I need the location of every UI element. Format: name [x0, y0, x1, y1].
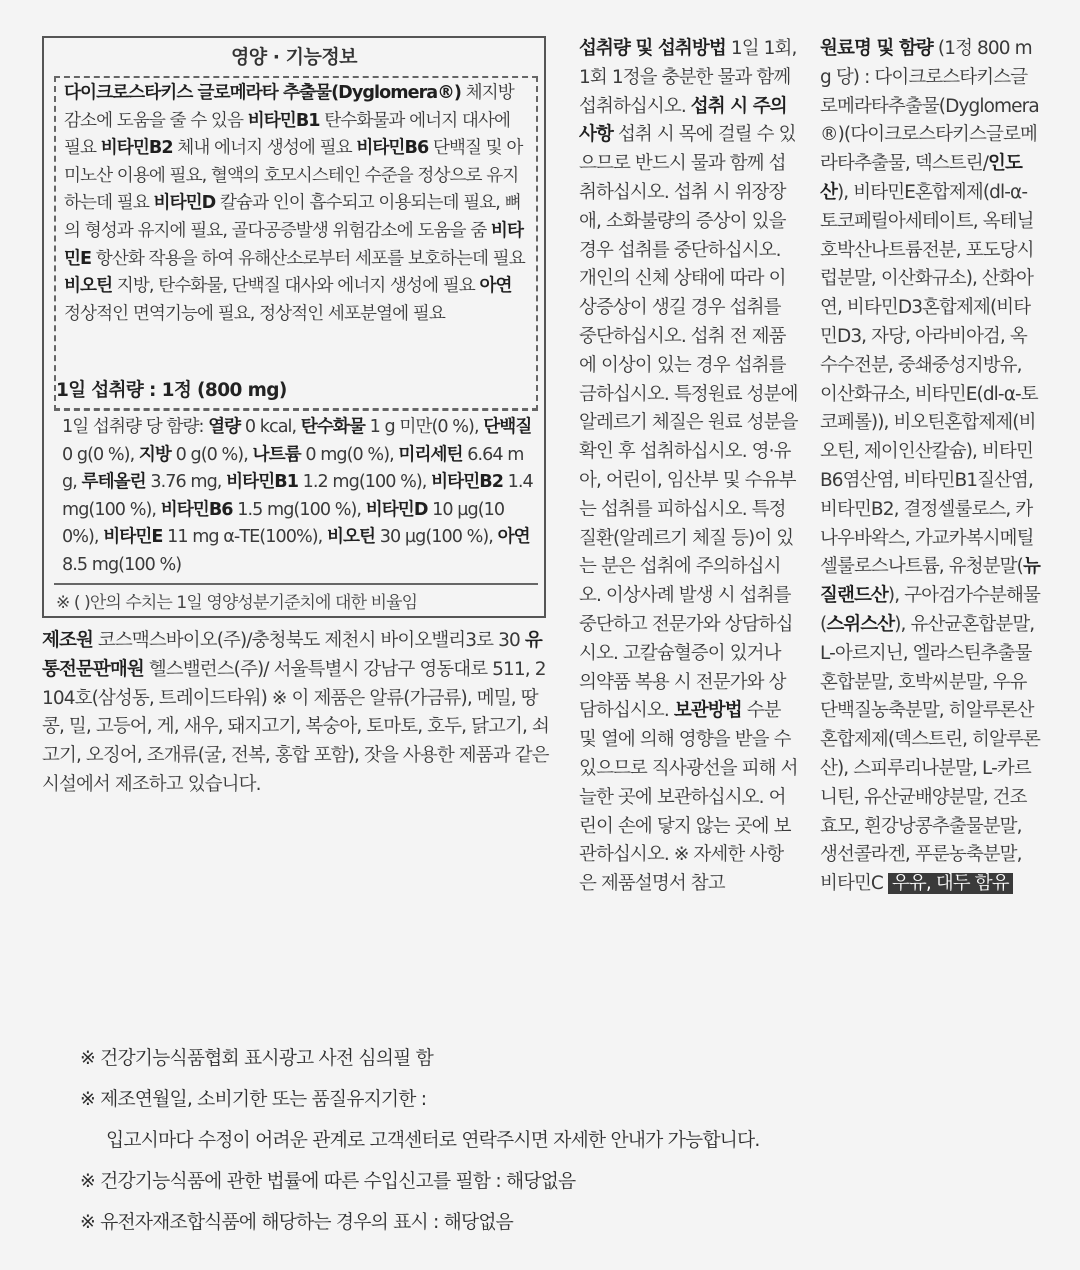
- origin-country: 스위스산: [826, 613, 895, 635]
- nutrient-value: 10 µg(100%),: [62, 499, 505, 548]
- nutrient-value: 3.76 mg,: [150, 472, 222, 493]
- daily-value-footnote: ※ ( )안의 수치는 1일 영양성분기준치에 대한 비율임: [56, 593, 418, 613]
- nutrient-value: 1.4 mg(100 %),: [62, 472, 533, 520]
- seller-label: 유통전문판매원: [42, 630, 542, 680]
- function-name: 비타민E: [64, 220, 523, 269]
- ingredients-part: ), 유산균혼합분말, L-아르지닌, 엘라스틴추출물혼합분말, 호박씨분말, 우유단백질농축분말, 히알루론산혼합제제(덱스트린, 히알루론산), 스피루리나분말, L-카르니틴, 유산균배양분말, 건조효모, 흰강낭콩추출물분말, 생선콜라겐, 푸룬농축분말, 비타민C: [820, 613, 1040, 895]
- nutrient-value: 1 g 미만(0 %),: [369, 417, 479, 437]
- function-name: 비타민B6: [356, 138, 429, 159]
- maker-address: 코스맥스바이오(주)/충청북도 제천시 바이오밸리3로 30: [97, 630, 520, 651]
- amount-prefix: 1일 섭취량 당 함량:: [62, 417, 204, 437]
- function-name: 비타민B2: [100, 138, 173, 159]
- nutrient-name: 지방: [138, 444, 171, 465]
- nutrient-name: 열량: [208, 417, 241, 437]
- nutrient-name: 비타민D: [365, 499, 428, 520]
- nutrient-name: 비타민E: [103, 527, 163, 548]
- bottom-notes: [80, 1044, 760, 1249]
- nutrient-name: 비오틴: [326, 527, 376, 548]
- ingredients-part: ), 구아검가수분해물(: [820, 585, 1040, 635]
- origin-country: 뉴질랜드산: [820, 556, 1040, 607]
- storage-text: 수분 및 열에 의해 영향을 받을 수 있으므로 직사광선을 피해 서늘한 곳에 보관하십시오. 어린이 손에 닿지 않는 곳에 보관하십시오. ※ 자세한 사항은 제품설명서 참고: [579, 700, 798, 895]
- nutrition-title: 영양 · 기능정보: [230, 46, 358, 68]
- function-name: 아연: [479, 276, 512, 297]
- function-name: 비오틴: [64, 276, 113, 297]
- allergen-badge: 우유, 대두 함유: [888, 873, 1013, 894]
- nutrient-value: 1.2 mg(100 %),: [302, 472, 427, 493]
- nutrient-value: 0 g(0 %),: [175, 444, 248, 465]
- nutrient-name: 아연: [497, 527, 530, 548]
- nutrient-value: 0 kcal,: [244, 417, 297, 437]
- note-line: 입고시마다 수정이 어려운 관계로 고객센터로 연락주시면 자세한 안내가 가능합니다.: [106, 1130, 760, 1151]
- function-desc: 체내 에너지 생성에 필요: [177, 138, 352, 159]
- nutrient-name: 비타민B2: [431, 472, 503, 493]
- nutrition-info-box: [42, 36, 546, 618]
- storage-label: 보관방법: [673, 700, 742, 722]
- function-desc: 체지방 감소에 도움을 줄 수 있음: [64, 83, 514, 131]
- nutrient-name: 비타민B1: [226, 472, 298, 493]
- origin-country: 인도산: [820, 153, 1022, 203]
- footnote-divider: [54, 583, 538, 585]
- allergy-facility-note: ※ 이 제품은 알류(가금류), 메밀, 땅콩, 밀, 고등어, 게, 새우, 돼지고기, 복숭아, 토마토, 호두, 닭고기, 쇠고기, 오징어, 조개류(굴, 전복, 홍합 포함), 잣을 사용한 제품과 같은 시설에서 제조하고 있습니다.: [42, 687, 549, 795]
- nutrient-value: 0 mg(0 %),: [305, 444, 394, 465]
- function-desc: 탄수화물과 에너지 대사에 필요: [64, 110, 511, 159]
- seller-address: 헬스밸런스(주)/ 서울특별시 강남구 영동대로 511, 2104호(삼성동, 트레이드타워): [42, 658, 546, 709]
- caution-text: 섭취 시 목에 걸릴 수 있으므로 반드시 물과 함께 섭취하십시오. 섭취 시 위장장애, 소화불량의 증상이 있을 경우 섭취를 중단하십시오. 개인의 신체 상태에 따라 이상증상이 생길 경우 섭취를 중단하십시오. 섭취 전 제품에 이상이 있는 경우 섭취를 금하십시오. 특정원료 성분에 알레르기 체질은 원료 성분을 확인 후 섭취하십시오. 영·유아, 어린이, 임산부 및 수유부는 섭취를 피하십시오. 특정질환(알레르기 체질 등)이 있는 분은 섭취에 주의하십시오. 이상사례 발생 시 섭취를 중단하고 전문가와 상담하십시오. 고칼슘혈증이 있거나 의약품 복용 시 전문가와 상담하십시오.: [579, 124, 798, 722]
- intake-method-text: 1일 1회, 1회 1정을 충분한 물과 함께 섭취하십시오.: [579, 38, 797, 117]
- note-line: ※ 건강기능식품협회 표시광고 사전 심의필 함: [80, 1048, 433, 1069]
- function-desc: 지방, 탄수화물, 단백질 대사와 에너지 생성에 필요: [116, 276, 475, 297]
- nutrient-name: 나트륨: [252, 444, 301, 465]
- manufacturer-info: [42, 627, 550, 800]
- nutrient-value: 1.5 mg(100 %),: [237, 499, 362, 520]
- function-desc: 정상적인 면역기능에 필요, 정상적인 세포분열에 필요: [64, 303, 445, 324]
- nutrient-value: 8.5 mg(100 %): [62, 554, 182, 575]
- nutrient-value: 11 mg α-TE(100%),: [167, 527, 323, 548]
- note-line: ※ 유전자재조합식품에 해당하는 경우의 표시 : 해당없음: [80, 1212, 514, 1233]
- function-name: 다이크로스타키스 글로메라타 추출물(Dyglomera®): [64, 83, 461, 103]
- nutrient-name: 미리세틴: [398, 444, 463, 465]
- function-desc: 칼슘과 인이 흡수되고 이용되는데 필요, 뼈의 형성과 유지에 필요, 골다공증발생 위험감소에 도움을 줌: [64, 193, 521, 241]
- function-info-list: [54, 76, 538, 411]
- function-desc: 항산화 작용을 하여 유해산소로부터 세포를 보호하는데 필요: [95, 248, 525, 269]
- daily-intake-label: 1일 섭취량 : 1정 (800 mg): [56, 380, 287, 401]
- note-line: ※ 건강기능식품에 관한 법률에 따른 수입신고를 필함 : 해당없음: [80, 1171, 576, 1192]
- intake-method-label: 섭취량 및 섭취방법: [579, 38, 726, 59]
- nutrient-name: 비타민B6: [160, 499, 233, 520]
- nutrient-name: 탄수화물: [300, 417, 365, 437]
- nutrient-value: 30 µg(100 %),: [379, 527, 493, 548]
- function-name: 비타민B1: [247, 110, 320, 131]
- caution-label: 섭취 시 주의사항: [579, 95, 787, 146]
- nutrient-name: 단백질: [483, 417, 532, 437]
- nutrient-value: 0 g(0 %),: [62, 444, 135, 465]
- maker-label: 제조원: [42, 630, 93, 651]
- ingredients-part: 다이크로스타키스글로메라타추출물(Dyglomera®)(다이크로스타키스글로메라타추출물, 덱스트린/: [820, 66, 1039, 175]
- ingredients-part: ), 비타민E혼합제제(dl-α-토코페릴아세테이트, 옥테닐호박산나트륨전분, 포도당시럽분말, 이산화규소), 산화아연, 비타민D3혼합제제(비타민D3, 자당, 아라비아검, 옥수수전분, 중쇄중성지방유, 이산화규소, 비타민E(dl-α-토코페롤)), 비오틴혼합제제(비오틴, 제이인산칼슘), 비타민B6염산염, 비타민B1질산염, 비타민B2, 결정셀룰로스, 카나우바왁스, 가교카복시메틸셀룰로스나트륨, 유청분말(: [820, 181, 1038, 578]
- nutrient-name: 루테올린: [81, 472, 146, 493]
- function-name: 비타민D: [153, 193, 216, 214]
- intake-caution-column: [579, 35, 799, 899]
- ingredients-label: 원료명 및 함량: [820, 38, 933, 59]
- note-line: ※ 제조연월일, 소비기한 또는 품질유지기한 :: [80, 1089, 427, 1110]
- nutrient-value: 6.64 mg,: [62, 444, 524, 493]
- function-desc: 단백질 및 아미노산 이용에 필요, 혈액의 호모시스테인 수준을 정상으로 유지하는데 필요: [64, 138, 523, 214]
- ingredients-basis: (1정 800 mg 당) :: [820, 38, 1032, 88]
- ingredients-column: [820, 35, 1042, 899]
